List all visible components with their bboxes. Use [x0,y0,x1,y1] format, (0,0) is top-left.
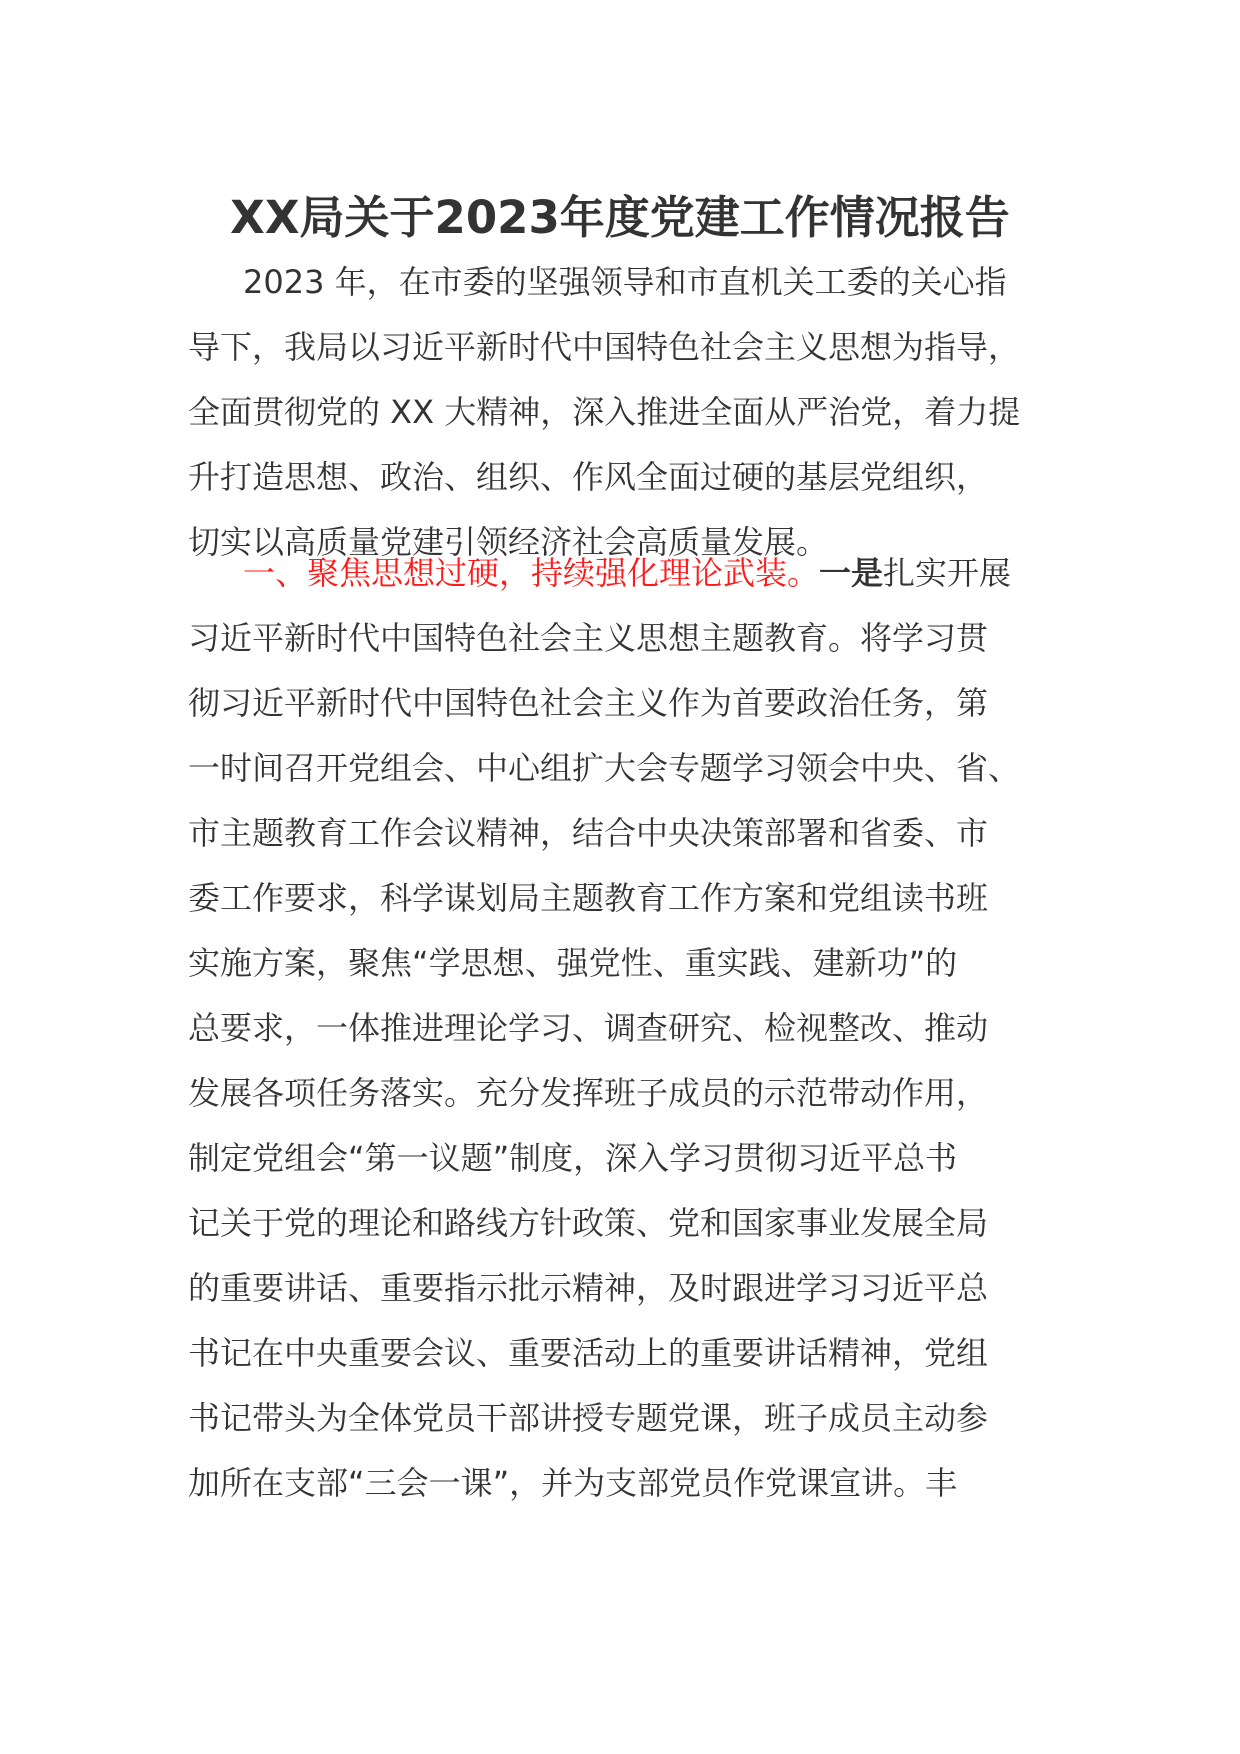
document-title: XX局关于2023年度党建工作情况报告 [230,191,1010,244]
section-heading: 一、聚焦思想过硬，持续强化理论武装。 [243,554,820,592]
section-line: 市主题教育工作会议精神，结合中央决策部署和省委、市 [188,814,989,852]
first-line-rest: 扎实开展 [883,554,1012,592]
lead-marker: 一是 [819,554,884,592]
section-line: 加所在支部“三会一课”，并为支部党员作党课宣讲。丰 [188,1464,958,1502]
intro-line: 切实以高质量党建引领经济社会高质量发展。 [188,523,829,561]
section-line: 实施方案，聚焦“学思想、强党性、重实践、建新功”的 [188,944,958,982]
section-line: 书记带头为全体党员干部讲授专题党课，班子成员主动参 [188,1399,989,1437]
intro-paragraph [188,250,1068,575]
section-line: 一时间召开党组会、中心组扩大会专题学习领会中央、省、 [188,749,1021,787]
section-line: 发展各项任务落实。充分发挥班子成员的示范带动作用， [188,1074,989,1112]
section-line: 书记在中央重要会议、重要活动上的重要讲话精神，党组 [188,1334,989,1372]
section-line: 委工作要求，科学谋划局主题教育工作方案和党组读书班 [188,879,989,917]
section-line: 的重要讲话、重要指示批示精神，及时跟进学习习近平总 [188,1269,989,1307]
intro-line: 升打造思想、政治、组织、作风全面过硬的基层党组织， [188,458,989,496]
section-one-first-line [188,541,1068,606]
section-line: 记关于党的理论和路线方针政策、党和国家事业发展全局 [188,1204,989,1242]
intro-line: 全面贯彻党的 XX 大精神，深入推进全面从严治党，着力提 [188,393,1021,431]
intro-line: 导下，我局以习近平新时代中国特色社会主义思想为指导， [188,328,1021,366]
intro-line: 2023 年，在市委的坚强领导和市直机关工委的关心指 [243,263,1007,301]
section-line: 彻习近平新时代中国特色社会主义作为首要政治任务，第 [188,684,989,722]
section-line: 总要求，一体推进理论学习、调查研究、检视整改、推动 [188,1009,989,1047]
section-one-paragraph [188,541,1068,1516]
section-line: 制定党组会“第一议题”制度，深入学习贯彻习近平总书 [188,1139,958,1177]
section-line: 习近平新时代中国特色社会主义思想主题教育。将学习贯 [188,619,989,657]
